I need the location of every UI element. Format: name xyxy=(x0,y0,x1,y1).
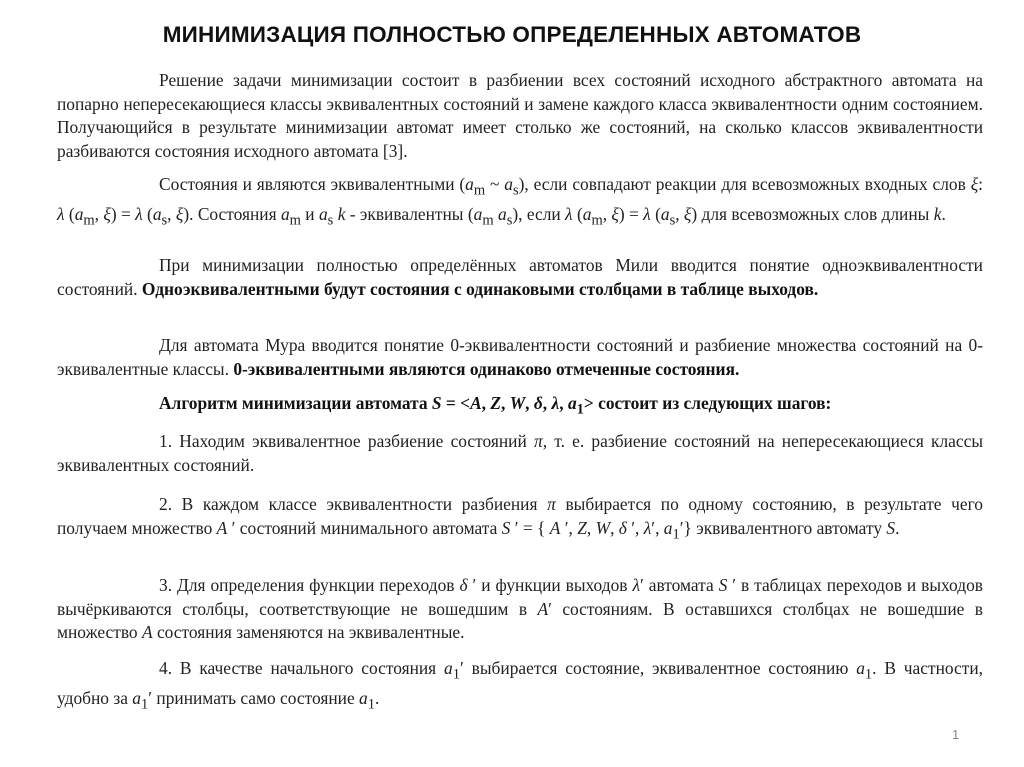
text-run: S xyxy=(501,517,511,538)
text-run: m xyxy=(83,212,95,229)
text-run: 1 xyxy=(452,666,460,683)
paragraph-step-3: 3. Для определения функции переходов δ ′ и функции выходов λ′ автомата S ′ в таблицах переходов и выходов вычёркиваются столбцы, соответствующие не вошедшим в A′ состояниям. В оставшихся столбцах не вошедшие в множество A состояния заменяются на эквивалентные. xyxy=(57,575,983,642)
text-run: a xyxy=(74,203,84,224)
text-run: S xyxy=(431,393,442,413)
text-run: , xyxy=(542,393,552,413)
paragraph-moore-zero-equivalence: Для автомата Мура вводится понятие 0-эквивалентности состояний и разбиение множества состояний на 0-эквивалентные классы. 0-эквивалентными являются одинаково отмеченные состояния. xyxy=(57,335,983,379)
text-run: ξ xyxy=(970,174,979,194)
text-run: Z xyxy=(490,393,501,413)
text-run: a xyxy=(567,393,577,413)
paragraph-step-1: 1. Находим эквивалентное разбиение состояний π, т. е. разбиение состояний на непересекающиеся классы эквивалентных состояний. xyxy=(57,431,983,475)
text-run: S xyxy=(886,517,896,538)
text-run: s xyxy=(327,212,334,229)
text-run: , xyxy=(481,393,491,413)
text-run: A xyxy=(216,517,228,538)
text-run: 1 xyxy=(672,525,680,542)
text-run: a xyxy=(280,203,290,224)
text-run: ξ xyxy=(611,203,619,224)
paragraph-algorithm-heading xyxy=(57,392,983,422)
text-run: Алгоритм минимизации автомата xyxy=(159,393,432,413)
text-run: W xyxy=(509,393,526,413)
text-run: W xyxy=(595,517,611,538)
text-run: Z xyxy=(577,517,587,538)
text-run: s xyxy=(512,182,519,199)
text-run: s xyxy=(506,212,513,229)
text-run: λ xyxy=(135,203,143,224)
text-run: π xyxy=(534,431,543,451)
text-run: a xyxy=(359,687,368,708)
text-run: λ xyxy=(57,203,65,224)
text-run: 1 xyxy=(367,696,375,713)
page-number: 1 xyxy=(952,727,960,742)
text-run: a xyxy=(663,517,673,538)
text-run: δ xyxy=(618,517,627,538)
text-run: , xyxy=(559,393,568,413)
text-run: 1 xyxy=(864,666,873,683)
text-run: ξ xyxy=(103,203,111,224)
text-run: 0-эквивалентными являются одинаково отмеченные состояния. xyxy=(233,358,740,379)
text-run: S xyxy=(718,575,728,595)
text-run: a xyxy=(444,658,453,678)
page-title: МИНИМИЗАЦИЯ ПОЛНОСТЬЮ ОПРЕДЕЛЕННЫХ АВТОМАТОВ xyxy=(162,22,862,47)
text-run: s xyxy=(161,212,168,229)
text-run: a xyxy=(152,203,162,224)
text-run: π xyxy=(547,494,556,514)
text-run: m xyxy=(591,212,603,229)
text-run: λ xyxy=(632,575,640,595)
text-run: k xyxy=(933,203,942,224)
text-run: δ xyxy=(533,393,543,413)
text-run: Одноэквивалентными будут состояния с одинаковыми столбцами в таблице выходов. xyxy=(141,278,819,299)
text-run: 1 xyxy=(576,401,584,418)
text-run: λ xyxy=(643,203,651,224)
text-run: , xyxy=(501,393,510,413)
text-run: m xyxy=(289,212,301,229)
text-run: a xyxy=(318,203,328,224)
text-run: A xyxy=(470,393,482,413)
text-run: a xyxy=(497,203,507,224)
text-run: ξ xyxy=(175,203,184,224)
text-run: m xyxy=(473,182,486,199)
text-run: a xyxy=(582,203,592,224)
text-run: m xyxy=(482,212,494,229)
text-run: > состоит из следующих шагов: xyxy=(583,393,832,413)
text-run: a xyxy=(473,203,483,224)
text-run: λ xyxy=(551,393,560,413)
paragraph-mealy-one-equivalence: При минимизации полностью определённых автоматов Мили вводится понятие одноэквивалентности состояний. Одноэквивалентными будут состояния с одинаковыми столбцами в таблице выходов. xyxy=(57,255,983,299)
text-run: a xyxy=(856,658,865,678)
text-run: k xyxy=(337,203,346,224)
text-run: δ xyxy=(459,575,468,595)
paragraph-equivalence-definition: Состояния и являются эквивалентными ($a_m$ ~ $a_s$), если совпадают реакции для всевозможных входных слов ξ: λ ($a_m$, ξ) = λ ($a_s$, ξ). Состояния $a_m$ и $a_s$ k - эквивалентны ($a_m$ $a_s$), если λ ($a_m$, ξ) = λ ($a_s$, ξ) для всевозможных слов длины k. xyxy=(57,174,983,229)
text-run: s xyxy=(669,212,676,229)
paragraph-step-4: 4. В качестве начального состояния $a_1'$ выбирается состояние, эквивалентное состоянию $a_1$. В частности, удобно за $a_1'$ принимать само состояние $a_1$. xyxy=(57,658,984,713)
text-run: a xyxy=(465,174,474,194)
text-run: λ xyxy=(643,517,652,538)
paragraph-step-2: 2. В каждом классе эквивалентности разбиения π выбирается по одному состоянию, в результате чего получаем множество A ′ состояний минимального автомата S ′ = { A ′, Z, W, δ ′, λ′, $a_1'$} эквивалентного автомату S. xyxy=(57,494,983,542)
text-run: ξ xyxy=(683,203,692,224)
paragraph-intro: Решение задачи минимизации состоит в разбиении всех состояний исходного абстрактного автомата на попарно непересекающиеся классы эквивалентных состояний и замене каждого класса эквивалентности одним состоянием. Получающийся в результате минимизации автомат имеет столько же состояний, на сколько классов эквивалентности разбиваются состояния исходного автомата [3]. xyxy=(57,70,983,161)
text-run: a xyxy=(660,203,670,224)
text-run: 1 xyxy=(140,696,149,713)
text-run: A xyxy=(141,622,153,642)
text-run: a xyxy=(132,687,141,708)
text-run: = < xyxy=(441,393,471,413)
text-run: , xyxy=(525,393,534,413)
text-run: λ xyxy=(565,203,573,224)
text-run: A xyxy=(549,517,561,538)
text-run: A xyxy=(537,598,549,619)
text-run: a xyxy=(504,174,513,194)
